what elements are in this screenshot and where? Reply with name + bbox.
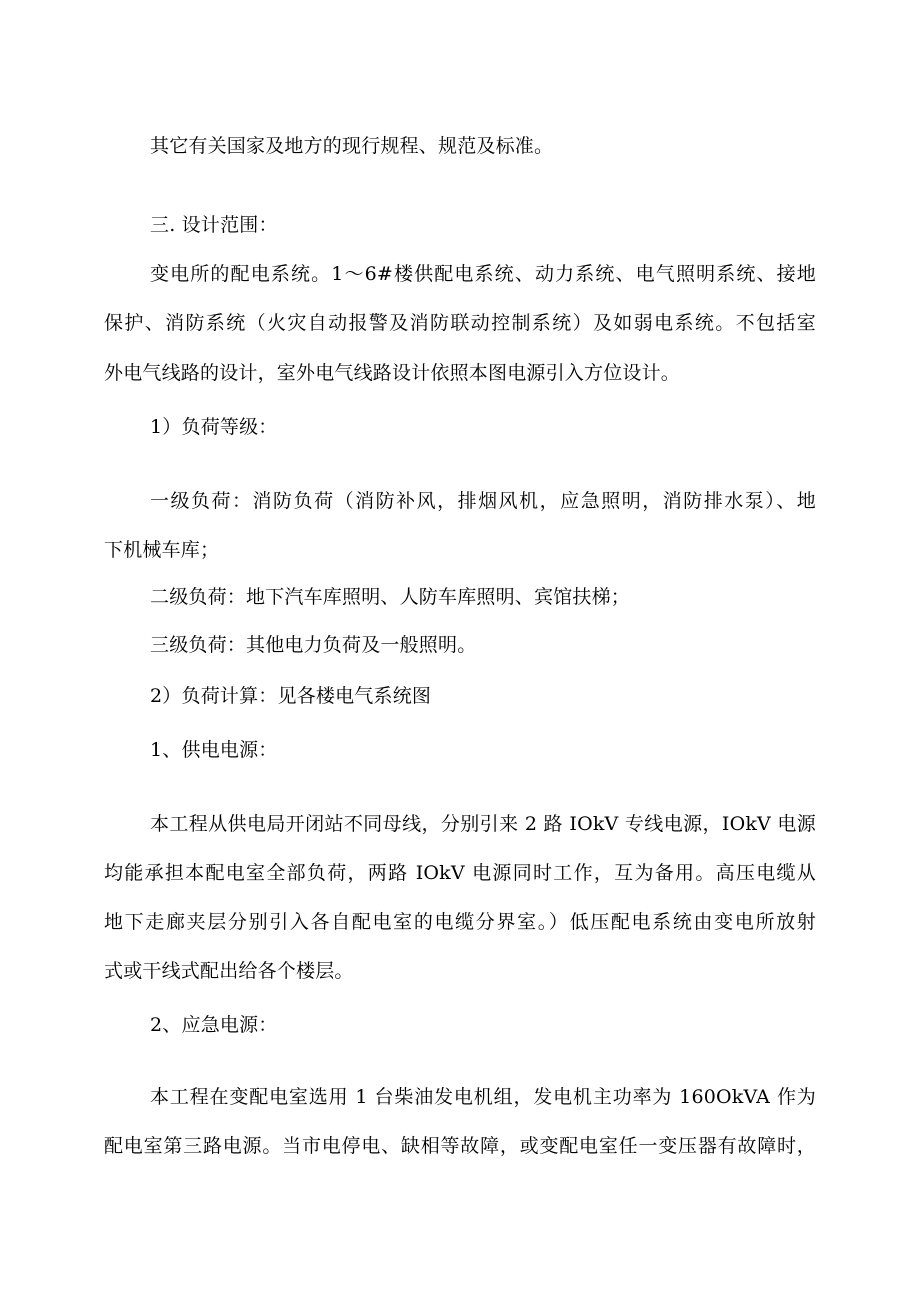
paragraph-scope-line-3: 外电气线路的设计，室外电气线路设计依照本图电源引入方位设计。 [104, 362, 681, 384]
subheading-power-supply: 1、供电电源： [150, 739, 278, 761]
paragraph-class1-line-1: 一级负荷：消防负荷（消防补风，排烟风机，应急照明，消防排水泵）、地 [150, 490, 816, 512]
paragraph-supply-line-4: 式或干线式配出给各个楼层。 [104, 960, 354, 982]
subheading-load-class: 1）负荷等级： [150, 416, 278, 438]
section-heading-design-scope: 三. 设计范围： [150, 214, 278, 236]
subheading-emergency-power: 2、应急电源： [150, 1014, 278, 1036]
paragraph-class1-line-2: 下机械车库； [104, 539, 220, 561]
subheading-load-calc: 2）负荷计算：见各楼电气系统图 [150, 685, 432, 707]
paragraph-class3: 三级负荷：其他电力负荷及一般照明。 [150, 634, 477, 656]
paragraph-supply-line-3: 地下走廊夹层分别引入各自配电室的电缆分界室。）低压配电系统由变电所放射 [104, 911, 816, 933]
paragraph-scope-line-1: 变电所的配电系统。1～6#楼供配电系统、动力系统、电气照明系统、接地 [150, 263, 816, 285]
paragraph-supply-line-2: 均能承担本配电室全部负荷，两路 IOkV 电源同时工作，互为备用。高压电缆从 [104, 862, 816, 884]
paragraph-emergency-line-2: 配电室第三路电源。当市电停电、缺相等故障，或变配电室任一变压器有故障时， [104, 1135, 816, 1157]
paragraph-class2: 二级负荷：地下汽车库照明、人防车库照明、宾馆扶梯； [150, 586, 631, 608]
paragraph-scope-line-2: 保护、消防系统（火灾自动报警及消防联动控制系统）及如弱电系统。不包括室 [104, 312, 816, 334]
paragraph-standards: 其它有关国家及地方的现行规程、规范及标准。 [150, 135, 554, 157]
paragraph-emergency-line-1: 本工程在变配电室选用 1 台柴油发电机组，发电机主功率为 160OkVA 作为 [150, 1086, 816, 1108]
paragraph-supply-line-1: 本工程从供电局开闭站不同母线，分别引来 2 路 IOkV 专线电源，IOkV 电源 [150, 813, 816, 835]
